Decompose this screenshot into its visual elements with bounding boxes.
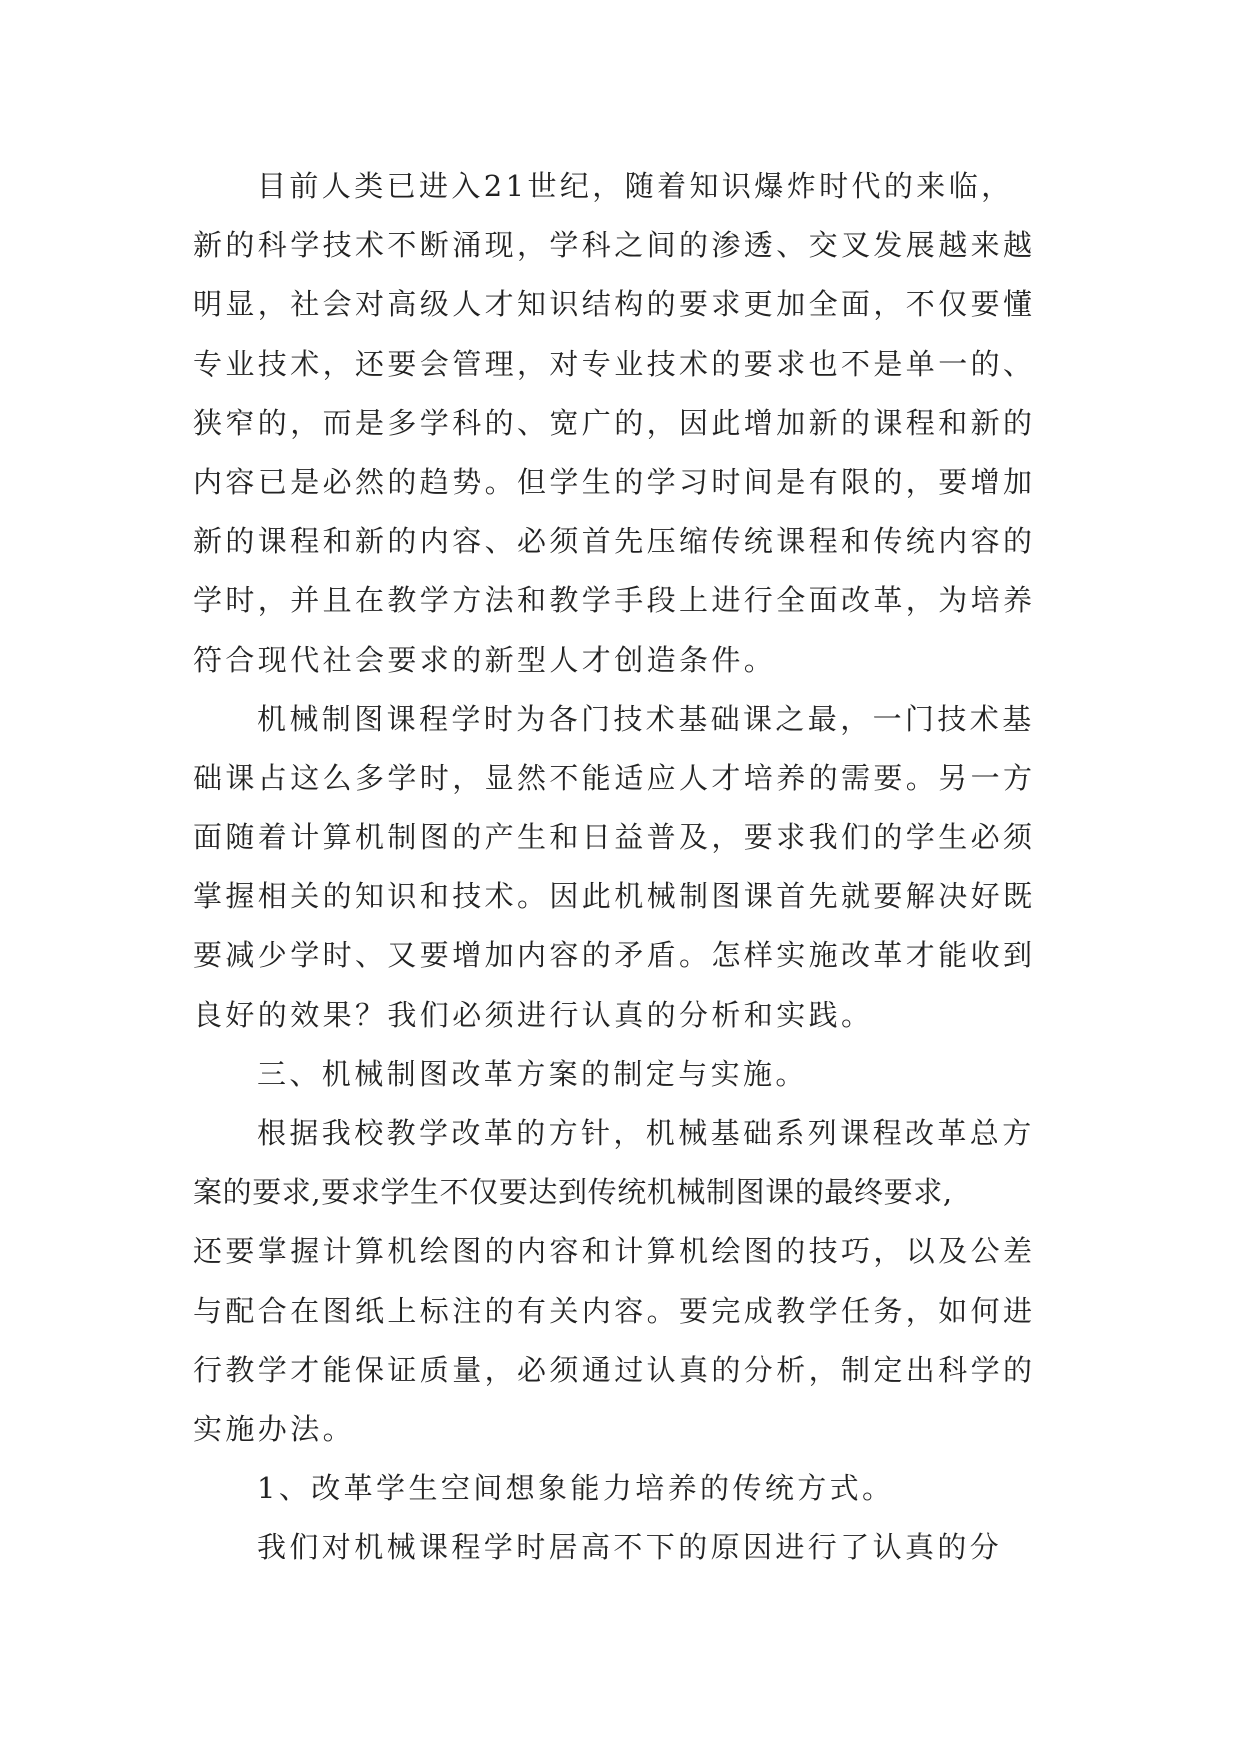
paragraph-3-line: 案的要求,要求学生不仅要达到传统机械制图课的最终要求,: [193, 1175, 953, 1210]
paragraph-1-line: 明显，社会对高级人才知识结构的要求更加全面，不仅要懂: [193, 287, 1036, 322]
paragraph-1-line: 目前人类已进入21世纪，随着知识爆炸时代的来临，: [257, 169, 1014, 203]
paragraph-2-line: 掌握相关的知识和技术。因此机械制图课首先就要解决好既: [193, 879, 1036, 914]
paragraph-3-line: 行教学才能保证质量，必须通过认真的分析，制定出科学的: [193, 1352, 1036, 1387]
paragraph-1-line: 新的科学技术不断涌现，学科之间的渗透、交叉发展越来越: [193, 228, 1036, 263]
paragraph-2-line: 机械制图课程学时为各门技术基础课之最，一门技术基: [257, 701, 1035, 736]
paragraph-1-line: 内容已是必然的趋势。但学生的学习时间是有限的，要增加: [193, 464, 1036, 499]
paragraph-1-line: 狭窄的，而是多学科的、宽广的，因此增加新的课程和新的: [193, 405, 1036, 440]
subsection-heading: 1、改革学生空间想象能力培养的传统方式。: [257, 1471, 895, 1506]
paragraph-3-line: 实施办法。: [193, 1411, 356, 1446]
paragraph-3-line: 根据我校教学改革的方针，机械基础系列课程改革总方: [257, 1116, 1035, 1150]
paragraph-2-line: 良好的效果？我们必须进行认真的分析和实践。: [193, 997, 874, 1032]
paragraph-1-line: 新的课程和新的内容、必须首先压缩传统课程和传统内容的: [193, 524, 1036, 559]
section-heading: 三、机械制图改革方案的制定与实施。: [257, 1056, 808, 1091]
paragraph-1-line: 符合现代社会要求的新型人才创造条件。: [193, 642, 777, 677]
paragraph-3-line: 与配合在图纸上标注的有关内容。要完成教学任务，如何进: [193, 1293, 1036, 1328]
document-body: [193, 157, 1049, 1578]
paragraph-1-line: 学时，并且在教学方法和教学手段上进行全面改革，为培养: [193, 583, 1036, 618]
paragraph-4-line: 我们对机械课程学时居高不下的原因进行了认真的分: [257, 1530, 1003, 1565]
paragraph-2-line: 础课占这么多学时，显然不能适应人才培养的需要。另一方: [193, 760, 1036, 795]
paragraph-1-line: 专业技术，还要会管理，对专业技术的要求也不是单一的、: [193, 346, 1036, 381]
paragraph-2-line: 面随着计算机制图的产生和日益普及，要求我们的学生必须: [193, 820, 1036, 855]
paragraph-3-line: 还要掌握计算机绘图的内容和计算机绘图的技巧，以及公差: [193, 1234, 1036, 1269]
paragraph-2-line: 要减少学时、又要增加内容的矛盾。怎样实施改革才能收到: [193, 938, 1036, 973]
